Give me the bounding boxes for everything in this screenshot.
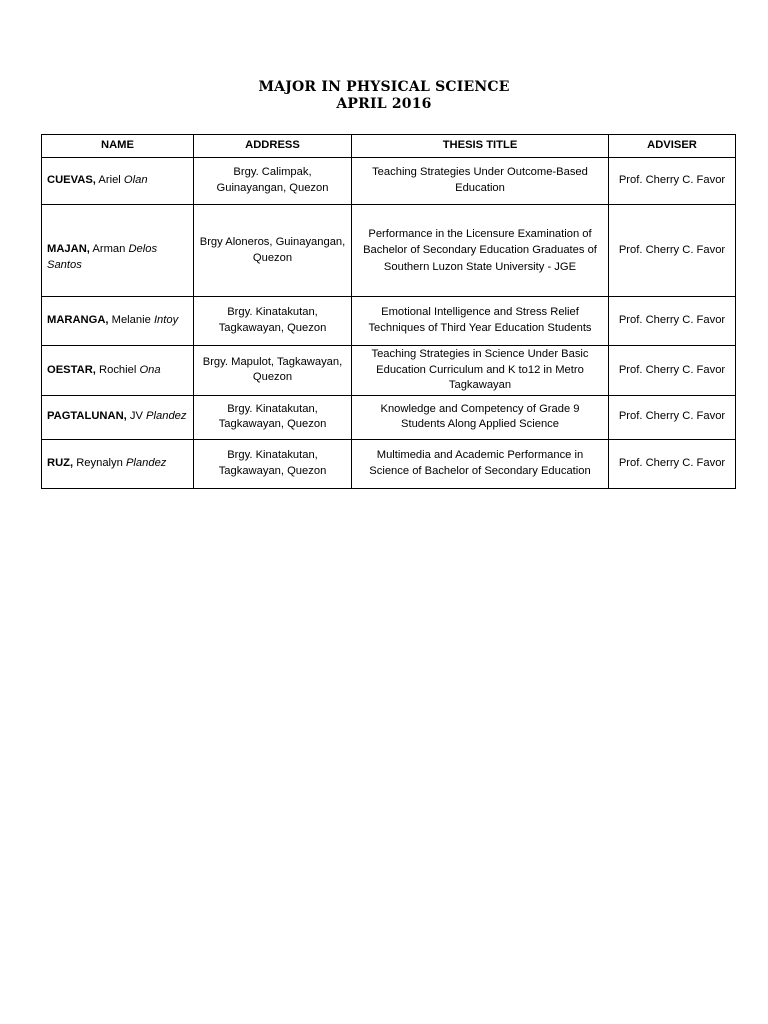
student-address: Brgy. Mapulot, Tagkawayan, Quezon	[194, 346, 352, 396]
title-major: MAJOR IN PHYSICAL SCIENCE	[258, 79, 510, 95]
adviser: Prof. Cherry C. Favor	[609, 346, 736, 396]
thesis-table	[41, 134, 736, 489]
student-address: Brgy Aloneros, Guinayangan, Quezon	[194, 205, 352, 297]
student-address: Brgy. Kinatakutan, Tagkawayan, Quezon	[194, 439, 352, 488]
table-row	[42, 346, 736, 396]
student-middle-name: Olan	[123, 174, 148, 187]
adviser: Prof. Cherry C. Favor	[609, 395, 736, 439]
student-middle-name: Delos Santos	[47, 243, 158, 271]
student-surname: MAJAN,	[47, 243, 90, 256]
header-adviser: ADVISER	[609, 135, 736, 158]
adviser: Prof. Cherry C. Favor	[609, 297, 736, 346]
student-given-name: Melanie	[111, 314, 151, 327]
student-surname: CUEVAS,	[47, 174, 96, 187]
adviser: Prof. Cherry C. Favor	[609, 439, 736, 488]
thesis-title: Multimedia and Academic Performance in Science of Bachelor of Secondary Education	[352, 439, 609, 488]
table-row	[42, 205, 736, 297]
header-address: ADDRESS	[194, 135, 352, 158]
student-middle-name: Ona	[139, 363, 161, 376]
thesis-title: Performance in the Licensure Examination of Bachelor of Secondary Education Graduates of Southern Luzon State University - JGE	[352, 205, 609, 297]
student-middle-name: Plandez	[146, 410, 187, 423]
table-header-row	[42, 135, 736, 158]
student-given-name: JV	[129, 410, 143, 423]
header-name: NAME	[42, 135, 194, 158]
student-middle-name: Intoy	[153, 314, 179, 327]
student-middle-name: Plandez	[125, 456, 167, 469]
student-surname: PAGTALUNAN,	[47, 410, 127, 423]
document-title	[0, 79, 768, 113]
table-row	[42, 439, 736, 488]
thesis-title: Knowledge and Competency of Grade 9 Students Along Applied Science	[352, 395, 609, 439]
student-given-name: Ariel	[98, 174, 121, 187]
student-name	[42, 158, 194, 205]
student-given-name: Rochiel	[99, 363, 137, 376]
student-surname: OESTAR,	[47, 363, 96, 376]
student-name	[42, 346, 194, 396]
adviser: Prof. Cherry C. Favor	[609, 158, 736, 205]
header-thesis-title: THESIS TITLE	[352, 135, 609, 158]
student-name	[42, 439, 194, 488]
table-row	[42, 297, 736, 346]
student-name	[42, 297, 194, 346]
adviser: Prof. Cherry C. Favor	[609, 205, 736, 297]
student-surname: MARANGA,	[47, 314, 109, 327]
table-row	[42, 158, 736, 205]
thesis-title: Teaching Strategies in Science Under Basic Education Curriculum and K to12 in Metro Tagkawayan	[352, 346, 609, 396]
student-address: Brgy. Kinatakutan, Tagkawayan, Quezon	[194, 297, 352, 346]
title-date: APRIL 2016	[336, 96, 432, 112]
student-address: Brgy. Kinatakutan, Tagkawayan, Quezon	[194, 395, 352, 439]
thesis-title: Emotional Intelligence and Stress Relief Techniques of Third Year Education Students	[352, 297, 609, 346]
thesis-title: Teaching Strategies Under Outcome-Based Education	[352, 158, 609, 205]
student-given-name: Arman	[92, 243, 126, 256]
student-surname: RUZ,	[47, 456, 74, 469]
table-row	[42, 395, 736, 439]
student-name	[42, 395, 194, 439]
student-address: Brgy. Calimpak, Guinayangan, Quezon	[194, 158, 352, 205]
student-given-name: Reynalyn	[76, 456, 123, 469]
student-name	[42, 205, 194, 297]
